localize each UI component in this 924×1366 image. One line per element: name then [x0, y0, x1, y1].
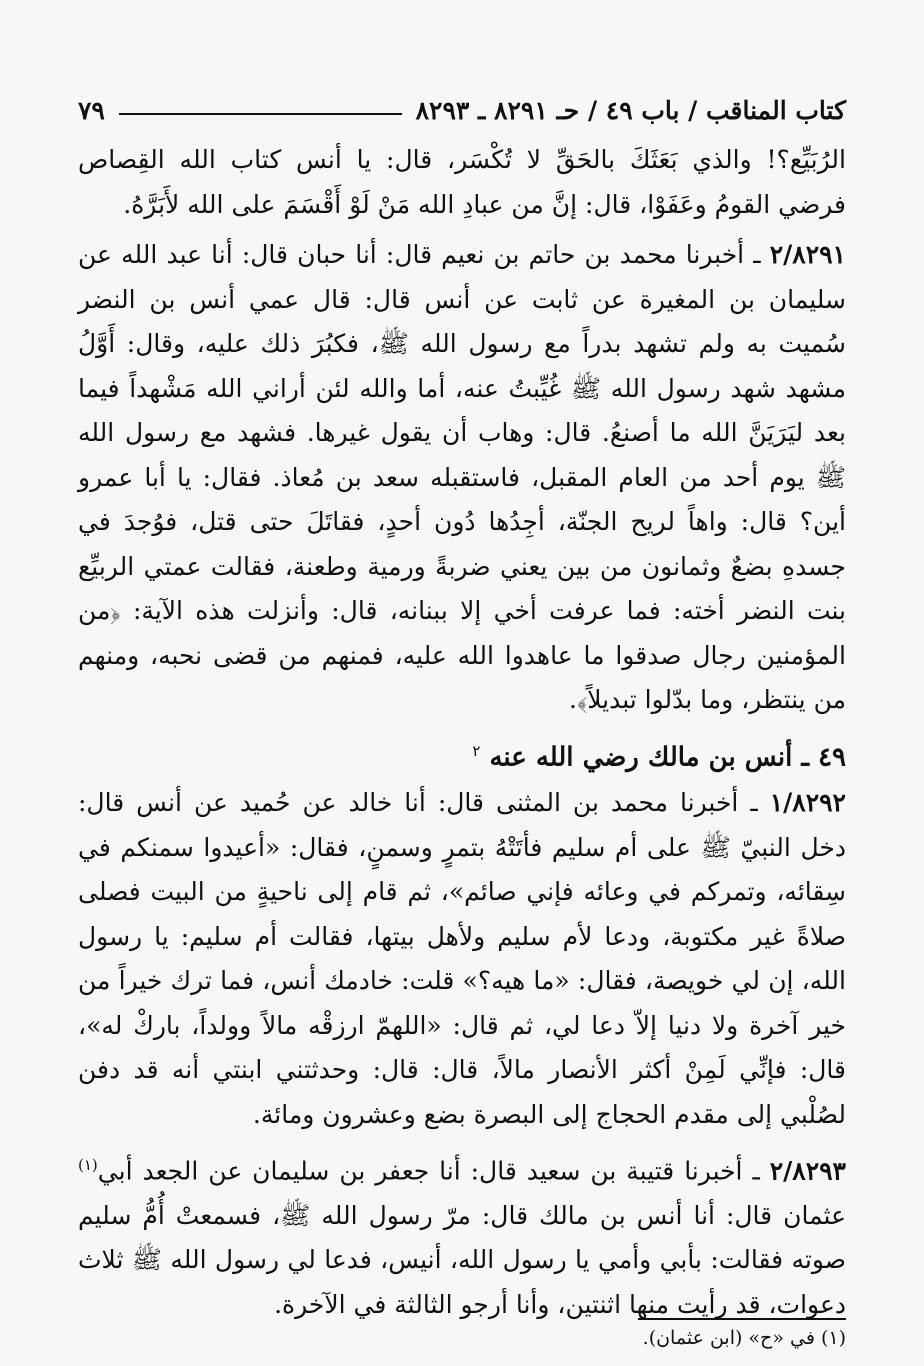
main-text: [78, 138, 846, 1327]
section-heading: [78, 729, 846, 780]
page-number: ٧٩: [78, 95, 105, 125]
footnote-reference: (١): [78, 1156, 98, 1175]
hadith-number: ٢/٨٢٩٣: [769, 1156, 846, 1186]
hadith-8292: [78, 781, 846, 1137]
hadith-text: ـ أخبرنا قتيبة بن سعيد قال: أنا جعفر بن سليمان عن الجعد أبي: [97, 1156, 770, 1186]
hadith-8291: [78, 233, 846, 723]
hadith-text-continued: عثمان قال: أنا أنس بن مالك قال: مرّ رسول الله ﷺ، فسمعتْ أُمُّ سليم صوته فقالت: بأبي وأمي يا رسول الله، أنيس، فدعا لي رسول الله ﷺ ثلاث دعوات، قد رأيت منها اثنتين، وأنا أرجو الثالثة في الآخرة.: [78, 1200, 846, 1319]
section-title: ٤٩ ـ أنس بن مالك رضي الله عنه: [489, 742, 846, 773]
hadith-8293: [78, 1143, 846, 1327]
hadith-text: ـ أخبرنا محمد بن المثنى قال: أنا خالد عن حُميد عن أنس قال: دخل النبيّ ﷺ على أم سليم فأتَتْهُ بتمرٍ وسمنٍ، فقال: «أعيدوا سمنكم في سِقائه، وتمركم في وعائه فإني صائم»، ثم قام إلى ناحيةٍ من البيت فصلى صلاةً غير مكتوبة، ودعا لأم سليم ولأهل بيتها، فقالت أم سليم: يا رسول الله، إن لي خويصة، فقال: «ما هيه؟» قلت: خادمك أنس، فما ترك خيراً من خير آخرة ولا دنيا إلاّ دعا لي، ثم قال: «اللهمّ ارزقْه مالاً وولداً، باركْ له»، قال: فإنِّي لَمِنْ أكثر الأنصار مالاً، قال: قال: وحدثتني ابنتي أنه قد دفن لصُلْبي إلى مقدم الحجاج إلى البصرة بضع وعشرون ومائة.: [78, 788, 846, 1129]
footnote: (١) في «ح» (ابن عثمان).: [642, 1327, 846, 1349]
page-header: [78, 88, 846, 132]
header-rule: [119, 113, 402, 115]
running-title: كتاب المناقب / باب ٤٩ / حـ ٨٢٩١ ـ ٨٢٩٣: [415, 95, 846, 125]
hadith-number: ١/٨٢٩٢: [769, 788, 846, 818]
hadith-text: ـ أخبرنا محمد بن حاتم بن نعيم قال: أنا حبان قال: أنا عبد الله عن سليمان بن المغيرة عن ثابت عن أنس قال: قال عمي أنس بن النضر سُميت به ولم تشهد بدراً مع رسول الله ﷺ، فكبُرَ ذلك عليه، وقال: أَوَّلُ مشهد شهد رسول الله ﷺ غُيِّبتُ عنه، أما والله لئن أراني الله مَشْهداً فيما بعد ليَرَيَنَّ الله ما أصنعُ. قال: وهاب أن يقول غيرها. فشهد مع رسول الله ﷺ يوم أحد من العام المقبل، فاستقبله سعد بن مُعاذ. فقال: يا أبا عمرو أين؟ قال: واهاً لريح الجنّة، أجِدُها دُون أحدٍ، فقاتَلَ حتى قتل، فوُجدَ في جسدهِ بضعٌ وثمانون من بين يعني ضربةً ورمية وطعنة، فقالت عمتي الربيِّع بنت النضر أخته: فما عرفت أخي إلا ببنانه، قال: وأنزلت هذه الآية: ﴿من المؤمنين رجال صدقوا ما عاهدوا الله عليه، فمنهم من قضى نحبه، ومنهم من ينتظر، وما بدّلوا تبديلاً﴾.: [78, 240, 846, 714]
footnote-rule: [638, 1318, 846, 1320]
section-title-ref: ٢: [472, 741, 481, 760]
paragraph-continuation: الرُبَيِّع؟! والذي بَعَثَكَ بالحَقِّ لا تُكْسَر، قال: يا أنس كتاب الله القِصاص فرضي القومُ وعَفَوْا، قال: إنَّ من عبادِ الله مَنْ لَوْ أَقْسَمَ على الله لأَبَرَّهُ.: [78, 145, 846, 219]
hadith-number: ٢/٨٢٩١: [769, 240, 846, 269]
